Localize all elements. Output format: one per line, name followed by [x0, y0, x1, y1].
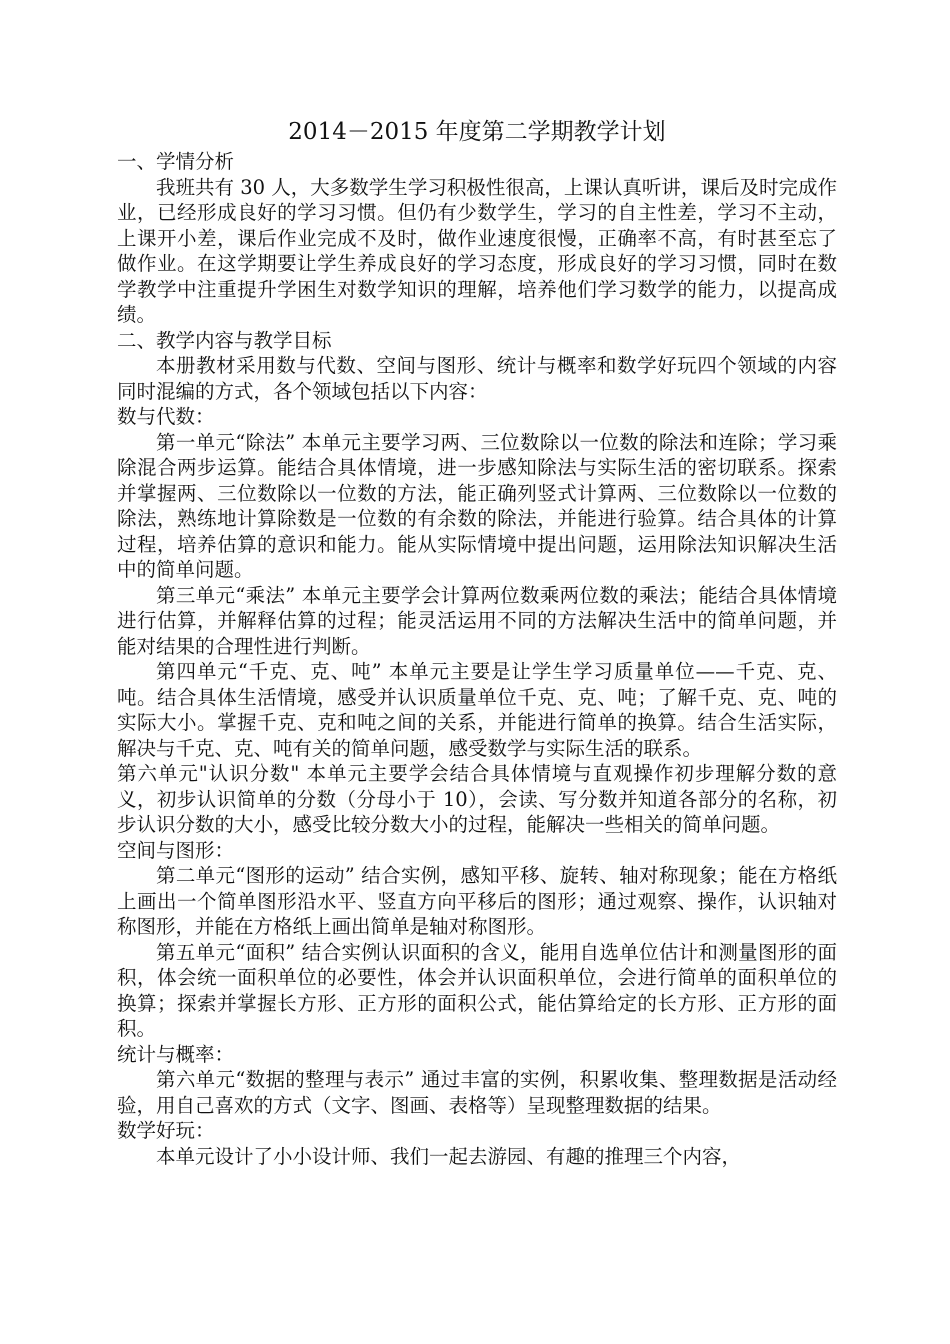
section-heading: 数与代数：	[117, 405, 215, 428]
document-page	[117, 117, 837, 1169]
body-paragraph: 第三单元“乘法” 本单元主要学会计算两位数乘两位数的乘法；能结合具体情境进行估算，并解释估算的过程；能灵活运用不同的方法解决生活中的简单问题，并能对结果的合理性进行判断。	[117, 583, 837, 658]
body-paragraph: 第一单元“除法” 本单元主要学习两、三位数除以一位数的除法和连除；学习乘除混合两步运算。能结合具体情境，进一步感知除法与实际生活的密切联系。探索并掌握两、三位数除以一位数的方法，能正确列竖式计算两、三位数除以一位数的除法，熟练地计算除数是一位数的有余数的除法，并能进行验算。结合具体的计算过程，培养估算的意识和能力。能从实际情境中提出问题，运用除法知识解决生活中的简单问题。	[117, 430, 837, 581]
section-heading: 统计与概率：	[117, 1042, 235, 1066]
body-paragraph: 本单元设计了小小设计师、我们一起去游园、有趣的推理三个内容，	[156, 1144, 742, 1168]
section-heading: 数学好玩：	[117, 1119, 215, 1142]
body-paragraph: 本册教材采用数与代数、空间与图形、统计与概率和数学好玩四个领域的内容同时混编的方式，各个领域包括以下内容：	[117, 354, 837, 403]
document-body	[117, 149, 837, 1169]
section-heading: 二、教学内容与教学目标	[117, 328, 332, 352]
section-heading: 空间与图形：	[117, 838, 235, 862]
body-paragraph: 第四单元“千克、克、吨” 本单元主要是让学生学习质量单位——千克、克、吨。结合具体生活情境，感受并认识质量单位千克、克、吨；了解千克、克、吨的实际大小。掌握千克、克和吨之间的关系，并能进行简单的换算。结合生活实际，解决与千克、克、吨有关的简单问题，感受数学与实际生活的联系。	[117, 660, 837, 760]
body-paragraph: 我班共有 30 人，大多数学生学习积极性很高，上课认真听讲，课后及时完成作业，已经形成良好的学习习惯。但仍有少数学生，学习的自主性差，学习不主动，上课开小差，课后作业完成不及时，做作业速度很慢，正确率不高，有时甚至忘了做作业。在这学期要让学生养成良好的学习态度，形成良好的学习习惯，同时在数学教学中注重提升学困生对数学知识的理解，培养他们学习数学的能力，以提高成绩。	[117, 175, 837, 326]
body-paragraph: 第五单元“面积” 结合实例认识面积的含义，能用自选单位估计和测量图形的面积，体会统一面积单位的必要性，体会并认识面积单位，会进行简单的面积单位的换算；探索并掌握长方形、正方形的面积公式，能估算给定的长方形、正方形的面积。	[117, 940, 837, 1040]
body-paragraph: 第二单元“图形的运动” 结合实例，感知平移、旋转、轴对称现象；能在方格纸上画出一个简单图形沿水平、竖直方向平移后的图形；通过观察、操作，认识轴对称图形，并能在方格纸上画出简单是轴对称图形。	[117, 864, 837, 938]
document-title: 2014－2015 年度第二学期教学计划	[288, 119, 666, 145]
body-paragraph: 第六单元“数据的整理与表示” 通过丰富的实例，积累收集、整理数据是活动经验，用自己喜欢的方式（文字、图画、表格等）呈现整理数据的结果。	[117, 1068, 837, 1117]
section-heading: 一、学情分析	[117, 150, 235, 173]
section-heading: 第六单元"认识分数" 本单元主要学会结合具体情境与直观操作初步理解分数的意义，初步认识简单的分数（分母小于 10），会读、写分数并知道各部分的名称，初步认识分数的大小，感受比较分数大小的过程，能解决一些相关的简单问题。	[117, 762, 837, 836]
